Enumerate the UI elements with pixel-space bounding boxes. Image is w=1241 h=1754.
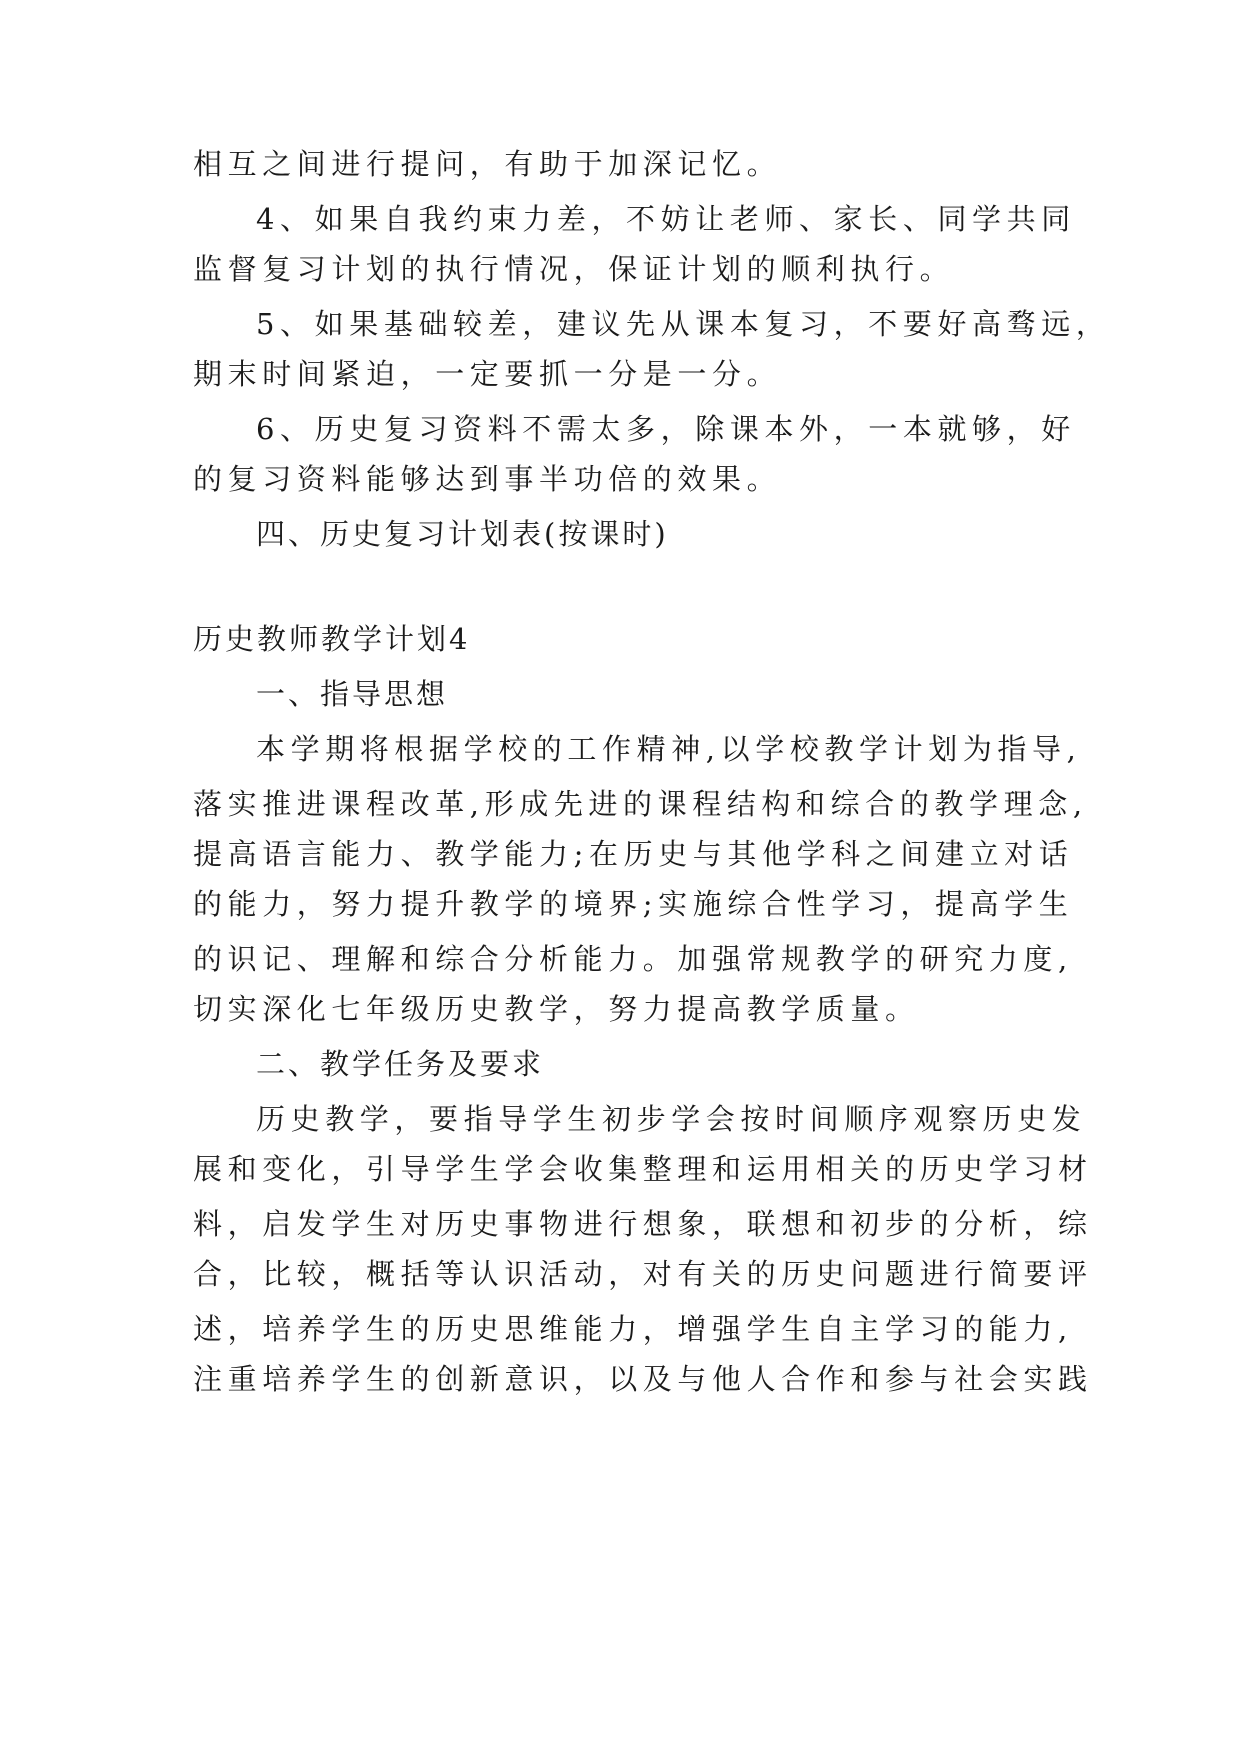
paragraph-2-line: 展和变化，引导学生学会收集整理和运用相关的历史学习材 [193, 1152, 1093, 1186]
paragraph-continuation: 相互之间进行提问，有助于加深记忆。 [193, 147, 782, 181]
list-item-5-line-2: 期末时间紧迫，一定要抓一分是一分。 [193, 357, 782, 391]
list-item-6-line-1: 6、历史复习资料不需太多，除课本外，一本就够，好 [256, 412, 1076, 446]
heading-guiding-thought: 一、指导思想 [256, 677, 449, 711]
paragraph-2-line: 历史教学，要指导学生初步学会按时间顺序观察历史发 [256, 1102, 1087, 1136]
paragraph-2-line: 述，培养学生的历史思维能力，增强学生自主学习的能力, [193, 1312, 1073, 1346]
paragraph-2-line: 注重培养学生的创新意识，以及与他人合作和参与社会实践 [193, 1362, 1093, 1396]
list-item-6-line-2: 的复习资料能够达到事半功倍的效果。 [193, 462, 782, 496]
paragraph-2-line: 料，启发学生对历史事物进行想象，联想和初步的分析，综 [193, 1207, 1093, 1241]
paragraph-1-line: 的识记、理解和综合分析能力。加强常规教学的研究力度, [193, 942, 1073, 976]
section-title: 历史教师教学计划4 [193, 622, 471, 656]
paragraph-2-line: 合，比较，概括等认识活动，对有关的历史问题进行简要评 [193, 1257, 1093, 1291]
paragraph-1-line: 落实推进课程改革,形成先进的课程结构和综合的教学理念, [193, 787, 1088, 821]
paragraph-1-line: 提高语言能力、教学能力;在历史与其他学科之间建立对话 [193, 837, 1074, 871]
list-item-5-line-1: 5、如果基础较差，建议先从课本复习，不要好高骛远， [256, 307, 1111, 341]
list-item-4-line-1: 4、如果自我约束力差，不妨让老师、家长、同学共同 [256, 202, 1076, 236]
paragraph-1-line: 切实深化七年级历史教学，努力提高教学质量。 [193, 992, 920, 1026]
subheading-review-schedule: 四、历史复习计划表(按课时) [256, 517, 669, 551]
paragraph-1-line: 本学期将根据学校的工作精神,以学校教学计划为指导, [256, 732, 1082, 766]
paragraph-1-line: 的能力，努力提升教学的境界;实施综合性学习，提高学生 [193, 887, 1074, 921]
list-item-4-line-2: 监督复习计划的执行情况，保证计划的顺利执行。 [193, 252, 955, 286]
heading-teaching-tasks: 二、教学任务及要求 [256, 1047, 545, 1081]
